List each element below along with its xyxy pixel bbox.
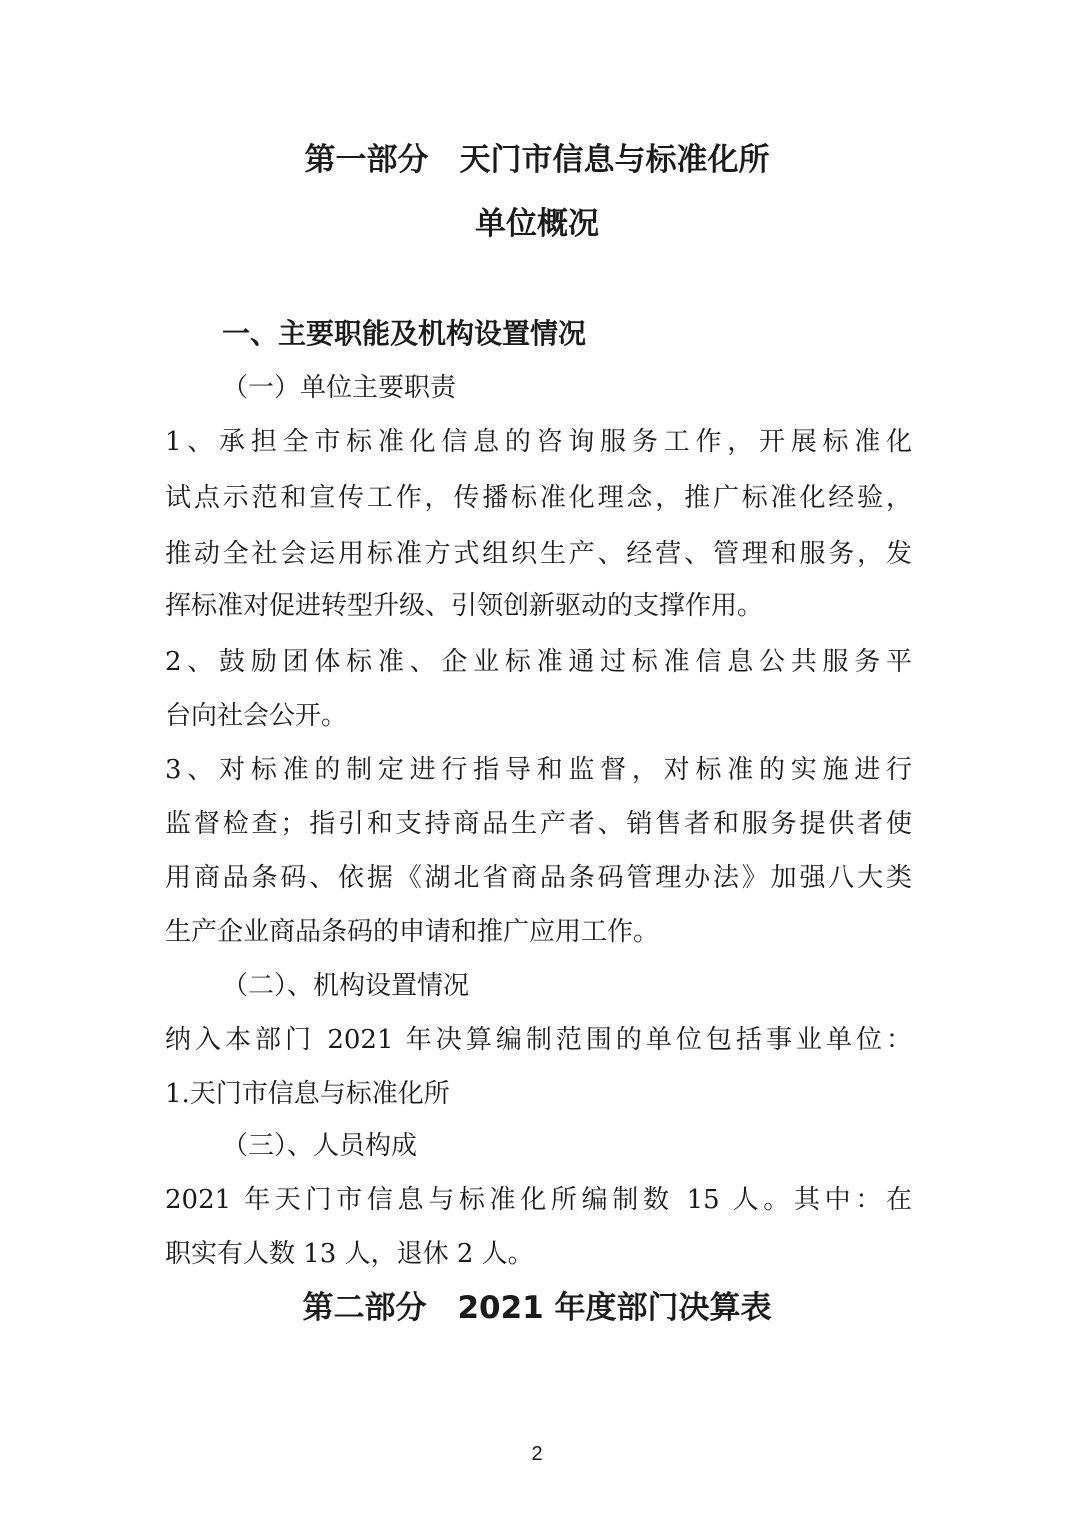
item1-line2: 试点示范和宣传工作，传播标准化理念，推广标准化经验， xyxy=(165,483,912,513)
item3-line4: 生产企业商品条码的申请和推广应用工作。 xyxy=(165,917,660,947)
part1-title-line1: 第一部分 天门市信息与标准化所 xyxy=(304,142,770,178)
part1-title-line2: 单位概况 xyxy=(475,206,599,242)
staff-line1: 2021 年天门市信息与标准化所编制数 15 人。其中：在 xyxy=(165,1185,912,1215)
part2-title: 第二部分 2021 年度部门决算表 xyxy=(302,1290,772,1326)
subheading-organization: （二）、机构设置情况 xyxy=(222,971,470,1001)
scope-line1: 纳入本部门 2021 年决算编制范围的单位包括事业单位： xyxy=(165,1025,912,1055)
item2-line1: 2、鼓励团体标准、企业标准通过标准信息公共服务平 xyxy=(165,647,912,677)
item2-line2: 台向社会公开。 xyxy=(165,701,348,731)
item1-line4: 挥标准对促进转型升级、引领创新驱动的支撑作用。 xyxy=(165,591,764,621)
item3-line1: 3、对标准的制定进行指导和监督，对标准的实施进行 xyxy=(165,755,912,785)
subheading-staff: （三）、人员构成 xyxy=(222,1131,418,1161)
scope-line2: 1.天门市信息与标准化所 xyxy=(165,1079,450,1109)
subheading-duties: （一）单位主要职责 xyxy=(222,373,457,403)
section-heading: 一、主要职能及机构设置情况 xyxy=(222,317,587,350)
page-number: 2 xyxy=(531,1443,543,1465)
staff-line2: 职实有人数 13 人，退休 2 人。 xyxy=(165,1239,534,1269)
item3-line3: 用商品条码、依据《湖北省商品条码管理办法》加强八大类 xyxy=(165,863,912,893)
item1-line1: 1、承担全市标准化信息的咨询服务工作，开展标准化 xyxy=(165,427,912,457)
item3-line2: 监督检查；指引和支持商品生产者、销售者和服务提供者使 xyxy=(165,809,912,839)
item1-line3: 推动全社会运用标准方式组织生产、经营、管理和服务，发 xyxy=(165,539,912,569)
